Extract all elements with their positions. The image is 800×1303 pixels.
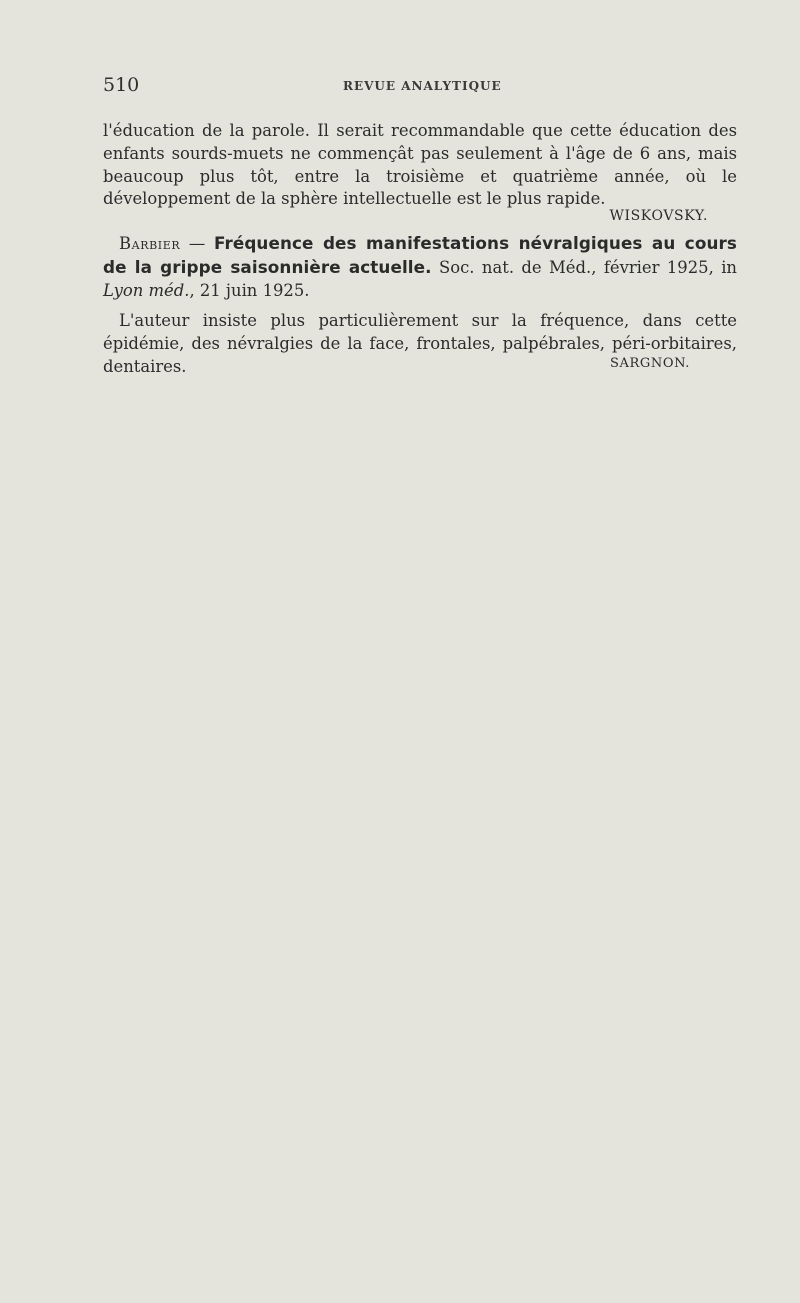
- article-2-citation-end: , 21 juin 1925.: [189, 280, 310, 300]
- article-1-text: l'éducation de la parole. Il serait recommandable que cette éducation des enfants sourds-muets ne commençât pas seulement à l'âge de 6 ans, mais beaucoup plus tôt, entre la troisième et quatrième année, où le développement de la sphère intellectuelle est le plus rapide.: [103, 121, 737, 209]
- running-head: REVUE ANALYTIQUE: [343, 79, 502, 93]
- article-2-author: Barbier: [119, 234, 181, 253]
- page-number: 510: [103, 74, 140, 96]
- article-2-heading: [103, 232, 737, 302]
- article-2-body: L'auteur insiste plus particulièrement sur la fréquence, dans cette épidémie, des névralgies de la face, frontales, palpébrales, péri-orbitaires, dentaires.: [103, 311, 737, 376]
- article-2-signature: SARGNON.: [610, 356, 690, 371]
- article-2-journal: Lyon méd.: [103, 280, 190, 300]
- article-2-dash: —: [180, 234, 214, 253]
- article-2-citation-start: Soc. nat. de Méd., février 1925, in: [431, 257, 737, 277]
- article-2-title: Fréquence des manifestations névralgiques au cours de la grippe saisonnière actuelle.: [103, 233, 737, 277]
- article-1-signature: WISKOVSKY.: [609, 208, 708, 224]
- page-header: [103, 74, 723, 98]
